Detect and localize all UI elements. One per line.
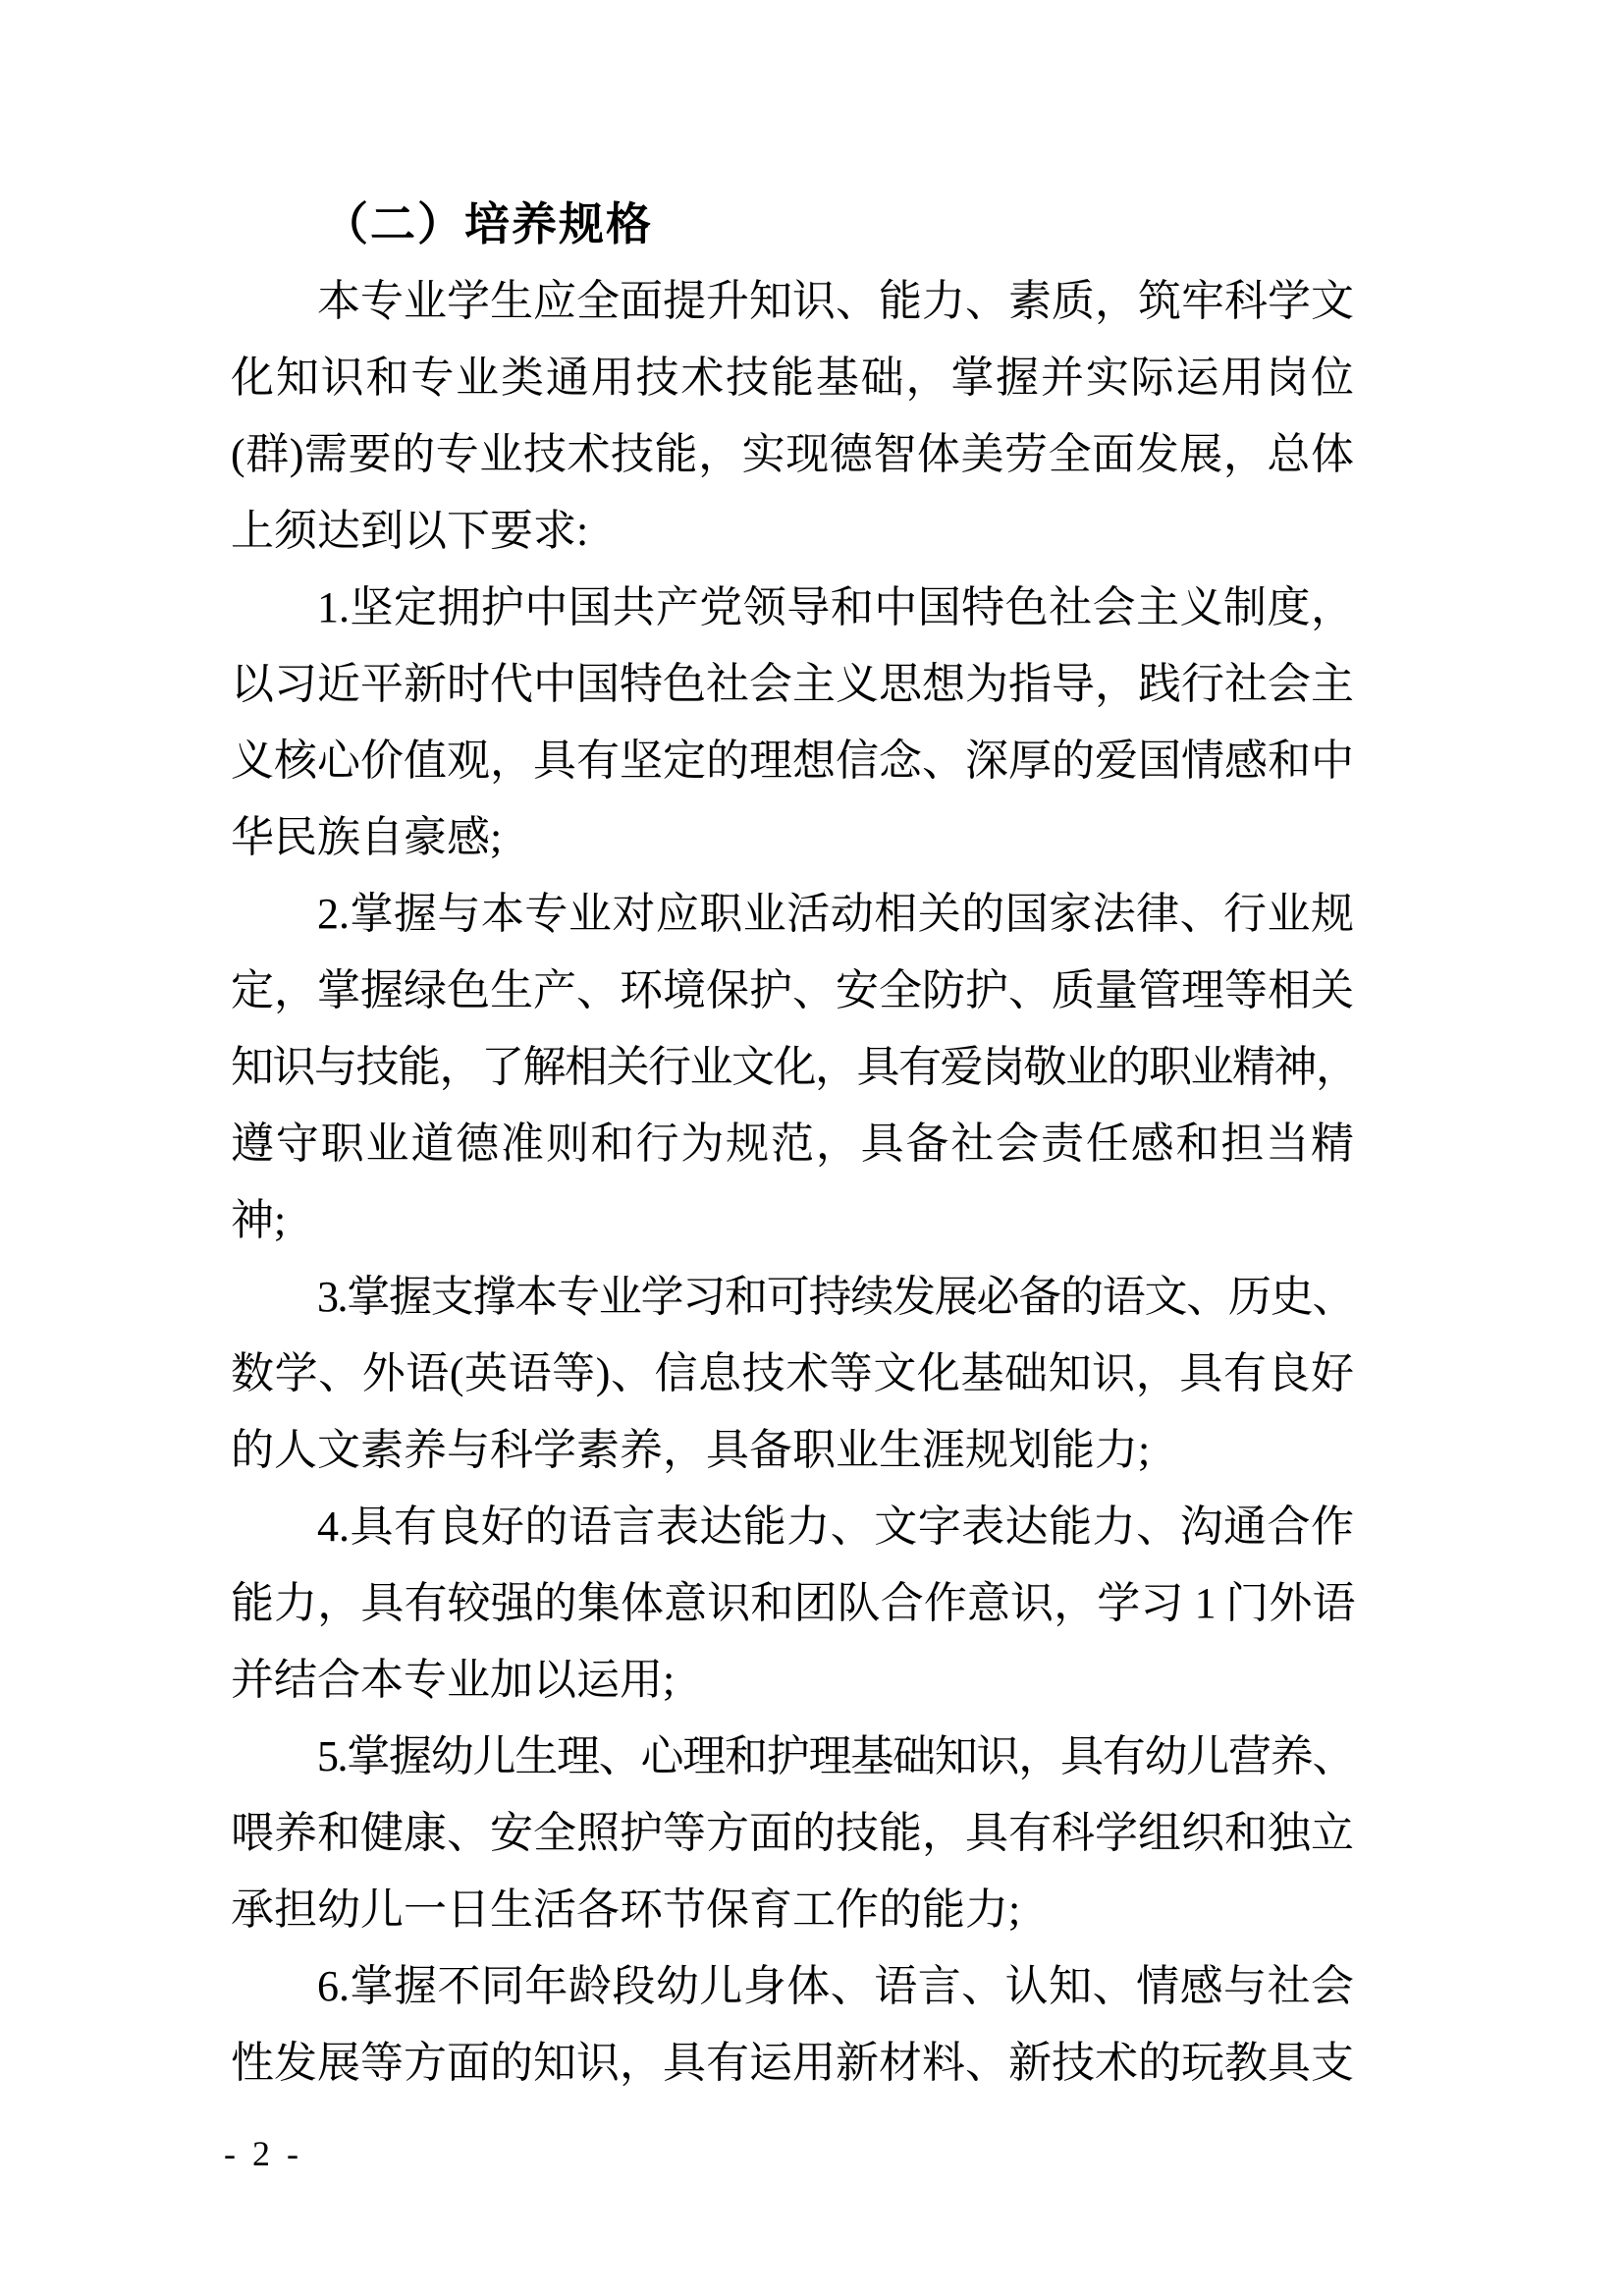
body-line: 以习近平新时代中国特色社会主义思想为指导，践行社会主	[231, 660, 1354, 708]
body-line: 2.掌握与本专业对应职业活动相关的国家法律、行业规	[317, 890, 1354, 938]
body-line: 上须达到以下要求:	[231, 507, 589, 555]
body-line: 本专业学生应全面提升知识、能力、素质，筑牢科学文	[317, 277, 1354, 325]
body-line: 华民族自豪感;	[231, 813, 503, 861]
page-number: - 2 -	[224, 2134, 302, 2173]
body-line: 承担幼儿一日生活各环节保育工作的能力;	[231, 1886, 1021, 1934]
body-line: 1.坚定拥护中国共产党领导和中国特色社会主义制度，	[317, 583, 1354, 631]
body-line: 6.掌握不同年龄段幼儿身体、语言、认知、情感与社会	[317, 1962, 1354, 2010]
page-content	[231, 187, 1358, 2102]
body-line: 4.具有良好的语言表达能力、文字表达能力、沟通合作	[317, 1503, 1354, 1551]
body-line: 义核心价值观，具有坚定的理想信念、深厚的爱国情感和中	[231, 737, 1354, 785]
body-line: 神;	[231, 1196, 287, 1244]
body-line: 遵守职业道德准则和行为规范，具备社会责任感和担当精	[231, 1120, 1354, 1168]
body-line: 喂养和健康、安全照护等方面的技能，具有科学组织和独立	[231, 1809, 1354, 1857]
body-line: 性发展等方面的知识，具有运用新材料、新技术的玩教具支	[231, 2039, 1354, 2087]
body-line: (群)需要的专业技术技能，实现德智体美劳全面发展，总体	[231, 430, 1354, 478]
body-line: 数学、外语(英语等)、信息技术等文化基础知识，具有良好	[231, 1349, 1354, 1397]
body-line: 5.掌握幼儿生理、心理和护理基础知识，具有幼儿营养、	[317, 1732, 1354, 1780]
body-line: 能力，具有较强的集体意识和团队合作意识，学习 1 门外语	[231, 1579, 1354, 1627]
body-line: 并结合本专业加以运用;	[231, 1656, 676, 1704]
body-line: 定，掌握绿色生产、环境保护、安全防护、质量管理等相关	[231, 966, 1354, 1014]
body-line: 知识与技能，了解相关行业文化，具有爱岗敬业的职业精神，	[231, 1043, 1358, 1091]
body-line: 的人文素养与科学素养，具备职业生涯规划能力;	[231, 1426, 1151, 1474]
section-heading: （二）培养规格	[323, 199, 653, 249]
body-line: 化知识和专业类通用技术技能基础，掌握并实际运用岗位	[231, 354, 1354, 402]
body-line: 3.掌握支撑本专业学习和可持续发展必备的语文、历史、	[317, 1273, 1354, 1321]
